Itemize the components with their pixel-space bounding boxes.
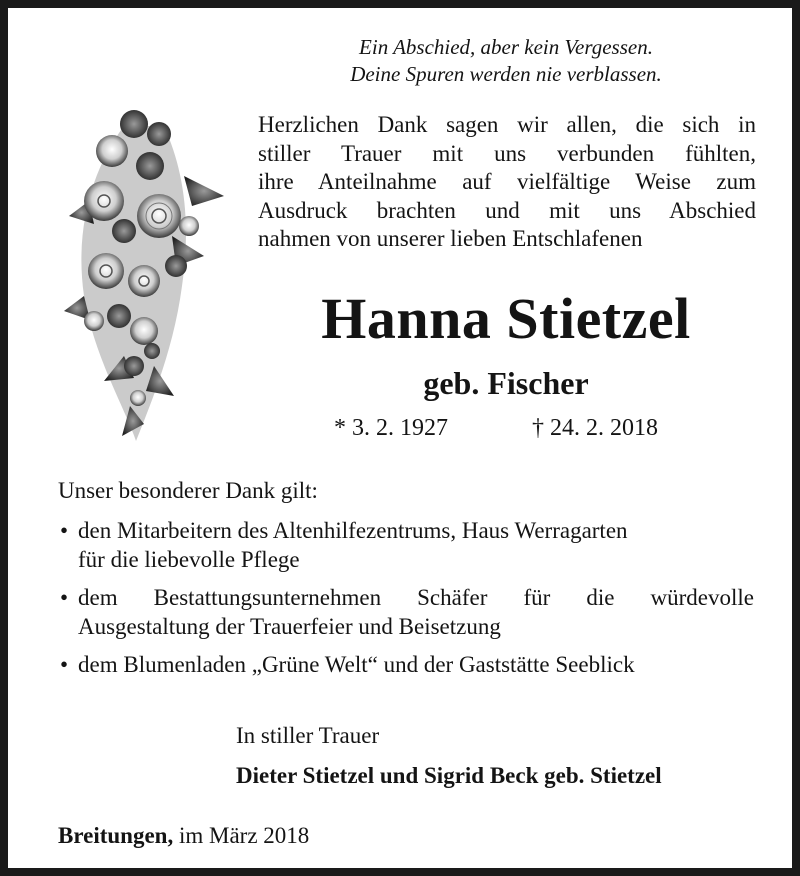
thanks-line: nahmen von unserer lieben Entschlafenen xyxy=(258,226,643,251)
thanks-line: stiller Trauer mit uns verbunden fühlten, xyxy=(258,140,756,166)
list-item xyxy=(58,650,754,679)
thanks-intro: Unser besonderer Dank gilt: xyxy=(58,478,318,503)
thanks-line: Ausdruck brachten und mit uns Abschied xyxy=(258,197,756,223)
list-item xyxy=(58,516,754,574)
list-item-line: dem Blumenladen „Grüne Welt“ und der Gaststätte Seeblick xyxy=(78,652,635,677)
closing-phrase: In stiller Trauer xyxy=(236,723,380,748)
thanks-line: Herzlichen Dank sagen wir allen, die sich in xyxy=(258,112,756,137)
thanks-line: ihre Anteilnahme auf vielfältige Weise zum xyxy=(258,169,756,194)
list-item-line: dem Bestattungsunternehmen Schäfer für die würdevolle xyxy=(78,585,754,610)
list-item xyxy=(58,583,754,641)
motto xyxy=(256,34,756,88)
list-item-line: den Mitarbeitern des Altenhilfezentrums, Haus Werragarten xyxy=(78,518,628,543)
bullet-icon: • xyxy=(60,652,69,677)
place-date xyxy=(58,821,309,851)
notice-date: im März 2018 xyxy=(178,823,310,848)
deceased-name: Hanna Stietzel xyxy=(321,286,691,351)
thanks-list xyxy=(58,516,754,688)
list-item-line: Ausgestaltung der Trauerfeier und Beisetzung xyxy=(78,614,501,639)
maiden-name: geb. Fischer xyxy=(423,365,589,401)
bullet-icon: • xyxy=(60,518,69,543)
list-item-line: für die liebevolle Pflege xyxy=(78,547,300,572)
birth-date: * 3. 2. 1927 xyxy=(334,415,448,441)
motto-line: Ein Abschied, aber kein Vergessen. xyxy=(359,35,653,59)
death-date: † 24. 2. 2018 xyxy=(532,415,658,441)
motto-line: Deine Spuren werden nie verblassen. xyxy=(350,62,662,86)
flower-bouquet-icon xyxy=(64,106,234,446)
bullet-icon: • xyxy=(60,585,69,610)
signers: Dieter Stietzel und Sigrid Beck geb. Stietzel xyxy=(236,763,662,788)
place-name: Breitungen, xyxy=(58,823,174,848)
thanks-paragraph xyxy=(258,111,756,254)
